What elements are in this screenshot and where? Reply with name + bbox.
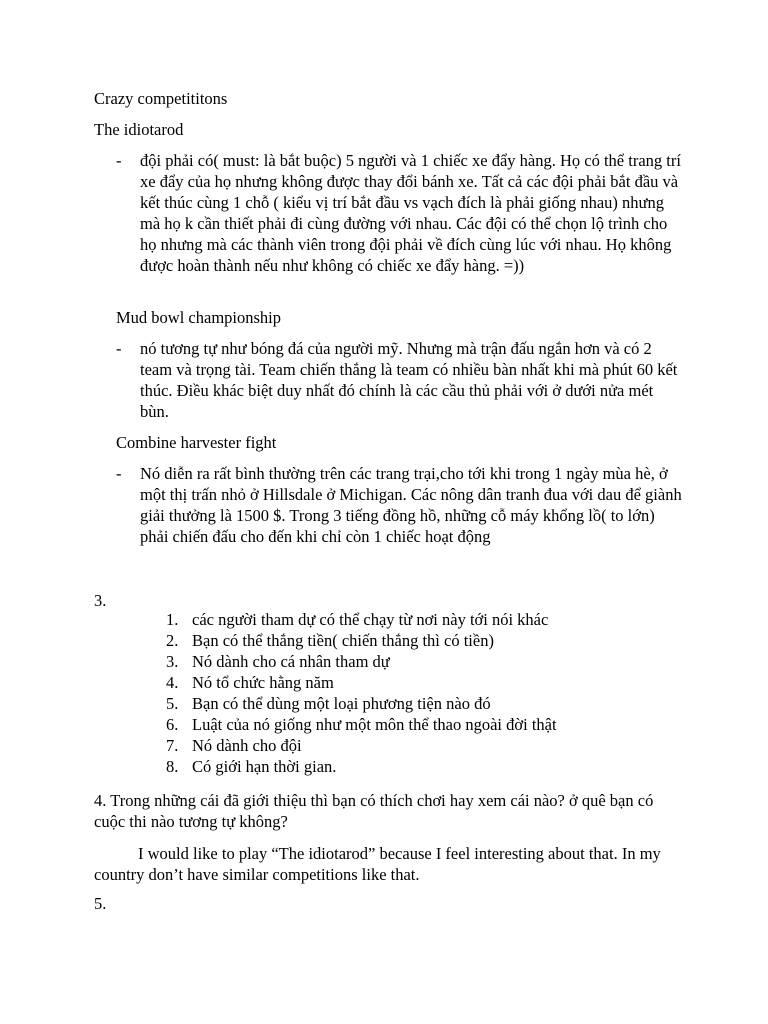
- list-item: 6. Luật của nó giống như một môn thể thao ngoài đời thật: [166, 715, 557, 734]
- bullet-marker: -: [116, 151, 122, 170]
- section-heading-idiotarod: The idiotarod: [94, 120, 184, 139]
- question-3-list: [166, 609, 557, 777]
- list-item: 3. Nó dành cho cá nhân tham dự: [166, 652, 390, 671]
- list-item: 1. các người tham dự có thể chạy từ nơi này tới nói khác: [166, 610, 549, 629]
- question-3-label: 3.: [94, 591, 107, 610]
- section-text-mud-bowl: nó tương tự như bóng đá của người mỹ. Nhưng mà trận đấu ngắn hơn và có 2 team và trọng tài. Team chiến thắng là team có nhiều bàn nhất khi mà phút 60 kết thúc. Điều khác biệt duy nhất đó chính là các cầu thủ phải với ở dưới nửa mét bùn.: [140, 339, 678, 421]
- bullet-marker: -: [116, 464, 122, 483]
- document-title: Crazy competititons: [94, 89, 228, 108]
- list-item: 8. Có giới hạn thời gian.: [166, 757, 337, 776]
- question-4-answer: I would like to play “The idiotarod” because I feel interesting about that. In my country don’t have similar competitions like that.: [94, 844, 661, 884]
- list-item: 5. Bạn có thể dùng một loại phương tiện nào đó: [166, 694, 491, 713]
- question-4-text: 4. Trong những cái đã giới thiệu thì bạn có thích chơi hay xem cái nào? ở quê bạn có cuộc thi nào tương tự không?: [94, 791, 654, 831]
- list-item: 4. Nó tổ chức hằng năm: [166, 673, 334, 692]
- list-item: 7. Nó dành cho đội: [166, 736, 302, 755]
- section-text-idiotarod: đội phải có( must: là bắt buộc) 5 người và 1 chiếc xe đẩy hàng. Họ có thể trang trí xe đẩy của họ nhưng không được thay đổi bánh xe. Tất cả các đội phải bắt đầu và kết thúc cùng 1 chỗ ( kiểu vị trí bắt đầu vs vạch đích là phải giống nhau) nhưng mà họ k cần thiết phải đi cùng đường với nhau. Các đội có thể chọn lộ trình cho họ nhưng mà các thành viên trong đội phải về đích cùng lúc với nhau. Họ không được hoàn thành nếu như không có chiếc xe đẩy hàng. =)): [140, 151, 681, 275]
- section-heading-mud-bowl: Mud bowl championship: [116, 308, 281, 327]
- bullet-marker: -: [116, 339, 122, 358]
- section-text-combine-harvester: Nó diễn ra rất bình thường trên các trang trại,cho tới khi trong 1 ngày mùa hè, ở một thị trấn nhỏ ở Hillsdale ở Michigan. Các nông dân tranh đua với dau để giành giải thưởng là 1500 $. Trong 3 tiếng đồng hồ, những cỗ máy khổng lồ( to lớn) phải chiến đấu cho đến khi chỉ còn 1 chiếc hoạt động: [140, 464, 682, 546]
- section-heading-combine-harvester: Combine harvester fight: [116, 433, 277, 452]
- question-5-label: 5.: [94, 894, 107, 913]
- list-item: 2. Bạn có thể thắng tiền( chiến thắng thì có tiền): [166, 631, 494, 650]
